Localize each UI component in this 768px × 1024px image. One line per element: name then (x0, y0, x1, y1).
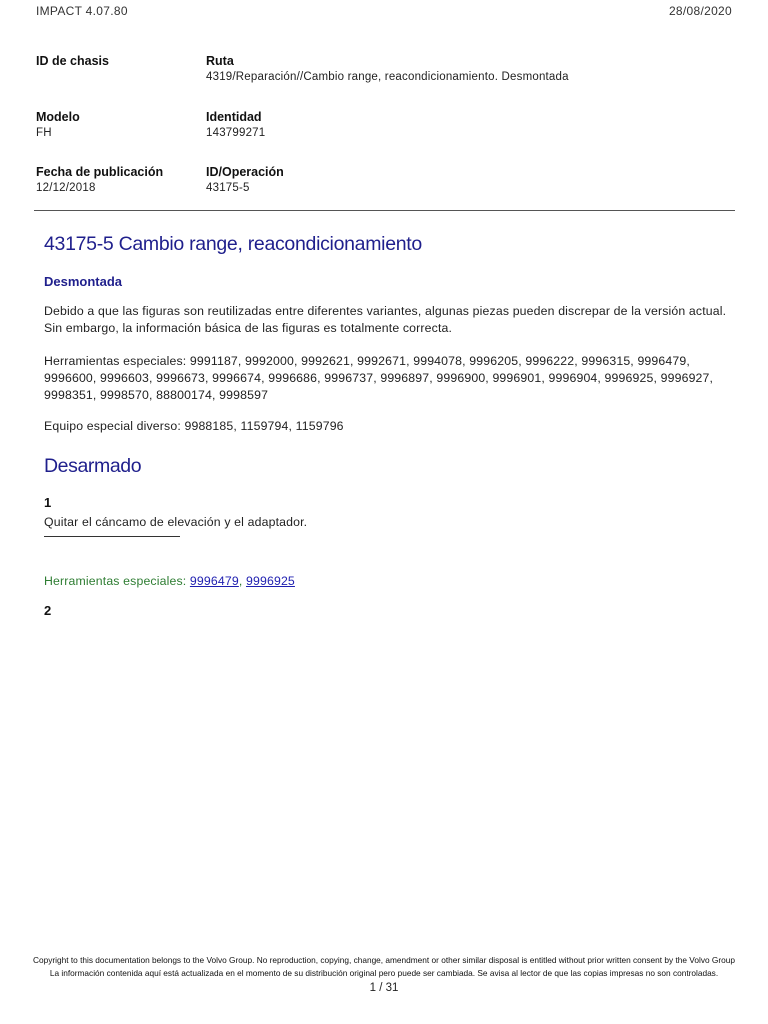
misc-equipment-list: Equipo especial diverso: 9988185, 1159794, 1159796 (44, 419, 344, 433)
operation-label: ID/Operación (206, 165, 284, 179)
special-tools-list: Herramientas especiales: 9991187, 9992000, 9992621, 9992671, 9994078, 9996205, 9996222, 9996315, 9996479, 9996600, 9996603, 9996673, 9996674, 9996686, 9996737, 9996897, 9996900, 9996901, 9996904, 9996925, 9996927, 9998351, 9998570, 88800174, 9998597 (44, 354, 714, 402)
tool-separator: , (238, 574, 246, 588)
identity-label: Identidad (206, 109, 262, 124)
route-value: 4319/Reparación//Cambio range, reacondicionamiento. Desmontada (206, 71, 569, 83)
meta-row-chassis (36, 53, 736, 109)
model-label: Modelo (36, 109, 80, 124)
figures-disclaimer: Debido a que las figuras son reutilizadas entre diferentes variantes, algunas piezas pueden discrepar de la versión actual. Sin embargo, la información básica de las figuras es totalmente correcta. (44, 304, 727, 335)
step-text: Quitar el cáncamo de elevación y el adaptador. (44, 515, 308, 529)
chassis-cell (36, 53, 109, 69)
meta-row-model (36, 109, 736, 165)
page-number: 1 / 31 (369, 982, 399, 994)
pubdate-label: Fecha de publicación (36, 165, 164, 179)
step-2 (44, 603, 734, 619)
operation-cell (206, 164, 284, 196)
step-tools (44, 573, 734, 589)
section-heading: Desarmado (44, 455, 142, 477)
page-header (36, 4, 732, 20)
copyright-notice: Copyright to this documentation belongs to the Volvo Group. No reproduction, copying, change, amendment or other similar disposal is entitled without prior written consent by the Volvo Group (33, 955, 735, 965)
app-version: IMPACT 4.07.80 (36, 4, 128, 18)
header-divider (34, 210, 735, 211)
distribution-notice: La información contenida aquí está actualizada en el momento de su distribución original pero puede ser cambiada. Se avisa al lector de que las copias impresas no son controladas. (49, 967, 719, 978)
step-tools-label: Herramientas especiales: (44, 574, 190, 588)
page-footer (30, 954, 738, 996)
identity-cell (206, 109, 265, 141)
step-number: 1 (44, 495, 52, 510)
model-value: FH (36, 126, 52, 139)
document-body (44, 228, 734, 619)
print-date: 28/08/2020 (668, 4, 732, 18)
route-cell (206, 53, 569, 85)
section-subtitle: Desmontada (44, 274, 123, 289)
step-divider (44, 536, 180, 537)
step-1 (44, 495, 734, 589)
operation-title: 43175-5 Cambio range, reacondicionamiento (44, 233, 422, 255)
tool-link[interactable]: 9996925 (246, 574, 295, 588)
tool-link[interactable]: 9996479 (189, 574, 239, 588)
document-metadata (36, 53, 736, 220)
pubdate-cell (36, 164, 163, 196)
identity-value: 143799271 (206, 126, 266, 139)
route-label: Ruta (206, 54, 234, 68)
pubdate-value: 12/12/2018 (36, 182, 96, 194)
step-number: 2 (44, 603, 52, 618)
model-cell (36, 109, 80, 141)
meta-row-publication (36, 164, 736, 220)
chassis-label: ID de chasis (36, 54, 109, 68)
operation-value: 43175-5 (206, 182, 250, 194)
